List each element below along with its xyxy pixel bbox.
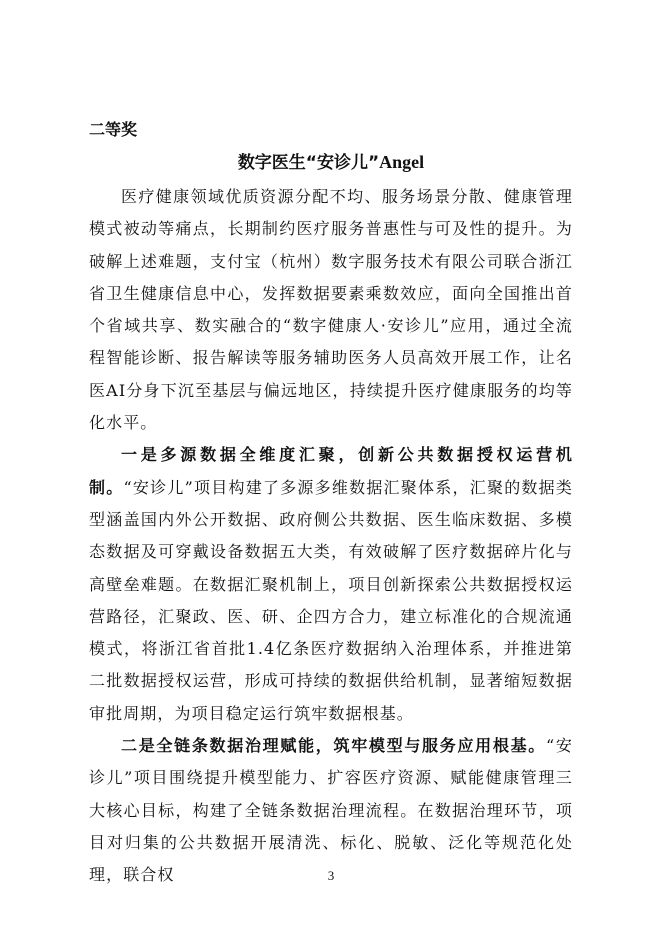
paragraph-body: “安诊儿”项目围绕提升模型能力、扩容医疗资源、赋能健康管理三大核心目标，构建了全链条数据治理流程。在数据治理环节，项目对归集的公共数据开展清洗、标化、脱敏、泛化等规范化处理，联合权 — [89, 736, 573, 885]
award-level-heading: 二等奖 — [89, 120, 138, 139]
paragraph-data-aggregation — [89, 439, 573, 730]
paragraph-intro: 医疗健康领域优质资源分配不均、服务场景分散、健康管理模式被动等痛点，长期制约医疗服务普惠性与可及性的提升。为破解上述难题，支付宝（杭州）数字服务技术有限公司联合浙江省卫生健康信息中心，发挥数据要素乘数效应，面向全国推出首个省域共享、数实融合的“数字健康人·安诊儿”应用，通过全流程智能诊断、报告解读等服务辅助医务人员高效开展工作，让名医AI分身下沉至基层与偏远地区，持续提升医疗健康服务的均等化水平。 — [89, 187, 573, 433]
paragraph-lead: 一是多源数据全维度汇聚，创新公共数据授权运营机制。 — [89, 445, 573, 497]
page-number: 3 — [327, 868, 335, 883]
document-title — [89, 150, 573, 175]
title-latin-name: Angel — [379, 152, 425, 172]
body-text — [89, 181, 573, 892]
paragraph-lead: 二是全链条数据治理赋能，筑牢模型与服务应用根基。 — [121, 736, 546, 756]
title-text: 数字医生“安诊儿” — [237, 153, 380, 173]
paragraph-body: “安诊儿”项目构建了多源多维数据汇聚体系，汇聚的数据类型涵盖国内外公开数据、政府侧公共数据、医生临床数据、多模态数据及可穿戴设备数据五大类，有效破解了医疗数据碎片化与高壁垒难题。在数据汇聚机制上，项目创新探索公共数据授权运营路径，汇聚政、医、研、企四方合力，建立标准化的合规流通模式，将浙江省首批1.4亿条医疗数据纳入治理体系，并推进第二批数据授权运营，形成可持续的数据供给机制，显著缩短数据审批周期，为项目稳定运行筑牢数据根基。 — [89, 477, 573, 723]
